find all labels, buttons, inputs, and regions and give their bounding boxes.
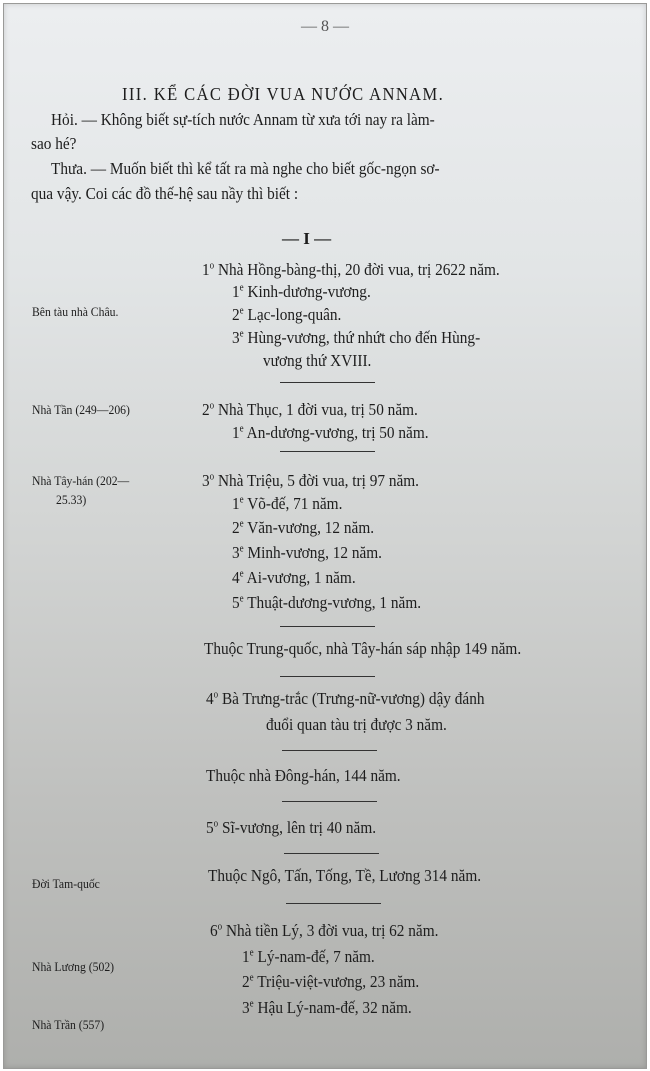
entry-hung-vuong-cont: vương thứ XVIII.	[263, 351, 372, 370]
entry-hung-vuong: 3e Hùng-vương, thứ nhứt cho đến Hùng-	[232, 328, 481, 347]
book-page	[3, 3, 647, 1069]
side-note-tran: Nhà Trần (557)	[32, 1017, 105, 1032]
page-number: — 8 —	[301, 18, 349, 35]
side-note-tayhan-cont: 25.33)	[56, 492, 87, 507]
side-note-luong: Nhà Lương (502)	[32, 959, 115, 974]
entry-tien-ly: 6$^o$ Nhà tiền Lý, 3 đời vua, trị 62 năm.	[210, 921, 439, 940]
entry-hongbang: 1$^o$ Nhà Hồng-bàng-thị, 20 đời vua, trị 2622 năm.	[202, 260, 500, 279]
answer-line-1: Thưa. — Muốn biết thì kể tất ra mà nghe cho biết gốc-ngọn sơ-	[51, 159, 440, 178]
answer-line-2: qua vậy. Coi các đồ thế-hệ sau nầy thì biết :	[31, 184, 299, 203]
side-note-chau: Bên tàu nhà Châu.	[32, 304, 119, 319]
divider	[280, 676, 375, 677]
entry-thuoc-ngo: Thuộc Ngô, Tấn, Tống, Tề, Lương 314 năm.	[208, 866, 482, 885]
entry-trieu: 3$^o$ Nhà Triệu, 5 đời vua, trị 97 năm.	[202, 471, 420, 490]
entry-hau-ly-nam-de: 3e Hậu Lý-nam-đế, 32 năm.	[242, 998, 412, 1017]
entry-trieu-viet-vuong: 2e Triệu-việt-vương, 23 năm.	[242, 972, 420, 991]
question-line-1: Hỏi. — Không biết sự-tích nước Annam từ xưa tới nay ra làm-	[51, 110, 435, 129]
divider	[282, 750, 377, 751]
entry-an-duong: 1e An-dương-vương, trị 50 năm.	[232, 423, 429, 442]
divider	[280, 626, 375, 627]
entry-minh-vuong: 3e Minh-vương, 12 năm.	[232, 543, 383, 562]
entry-vo-de: 1e Võ-đế, 71 năm.	[232, 494, 343, 513]
divider	[282, 801, 377, 802]
entry-ly-nam-de: 1e Lý-nam-đế, 7 năm.	[242, 947, 375, 966]
divider	[280, 451, 375, 452]
side-note-tan: Nhà Tần (249—206)	[32, 402, 130, 417]
entry-kinh-duong: 1e Kinh-dương-vương.	[232, 282, 371, 301]
entry-thuat-duong: 5e Thuật-dương-vương, 1 năm.	[232, 593, 422, 612]
entry-lac-long: 2e Lạc-long-quân.	[232, 305, 342, 324]
divider	[286, 903, 381, 904]
entry-ai-vuong: 4e Ai-vương, 1 năm.	[232, 568, 356, 587]
side-note-tayhan: Nhà Tây-hán (202—	[32, 473, 130, 488]
divider	[280, 382, 375, 383]
divider	[284, 853, 379, 854]
side-note-tamquoc: Đời Tam-quốc	[32, 876, 100, 891]
entry-trung-trac-cont: đuổi quan tàu trị được 3 năm.	[266, 715, 447, 734]
entry-thuc: 2$^o$ Nhà Thục, 1 đời vua, trị 50 năm.	[202, 400, 418, 419]
entry-dong-han: Thuộc nhà Đông-hán, 144 năm.	[206, 766, 401, 785]
entry-thuoc-trung-quoc: Thuộc Trung-quốc, nhà Tây-hán sáp nhập 149 năm.	[204, 639, 522, 658]
entry-si-vuong: 5$^o$ Sĩ-vương, lên trị 40 năm.	[206, 818, 377, 837]
entry-trung-trac: 4$^o$ Bà Trưng-trắc (Trưng-nữ-vương) dậy đánh	[206, 689, 485, 708]
chapter-heading: III. KỂ CÁC ĐỜI VUA NƯỚC ANNAM.	[122, 84, 445, 104]
section-marker: — I —	[282, 229, 332, 248]
entry-van-vuong: 2e Văn-vương, 12 năm.	[232, 518, 375, 537]
question-line-2: sao hé?	[31, 134, 77, 153]
